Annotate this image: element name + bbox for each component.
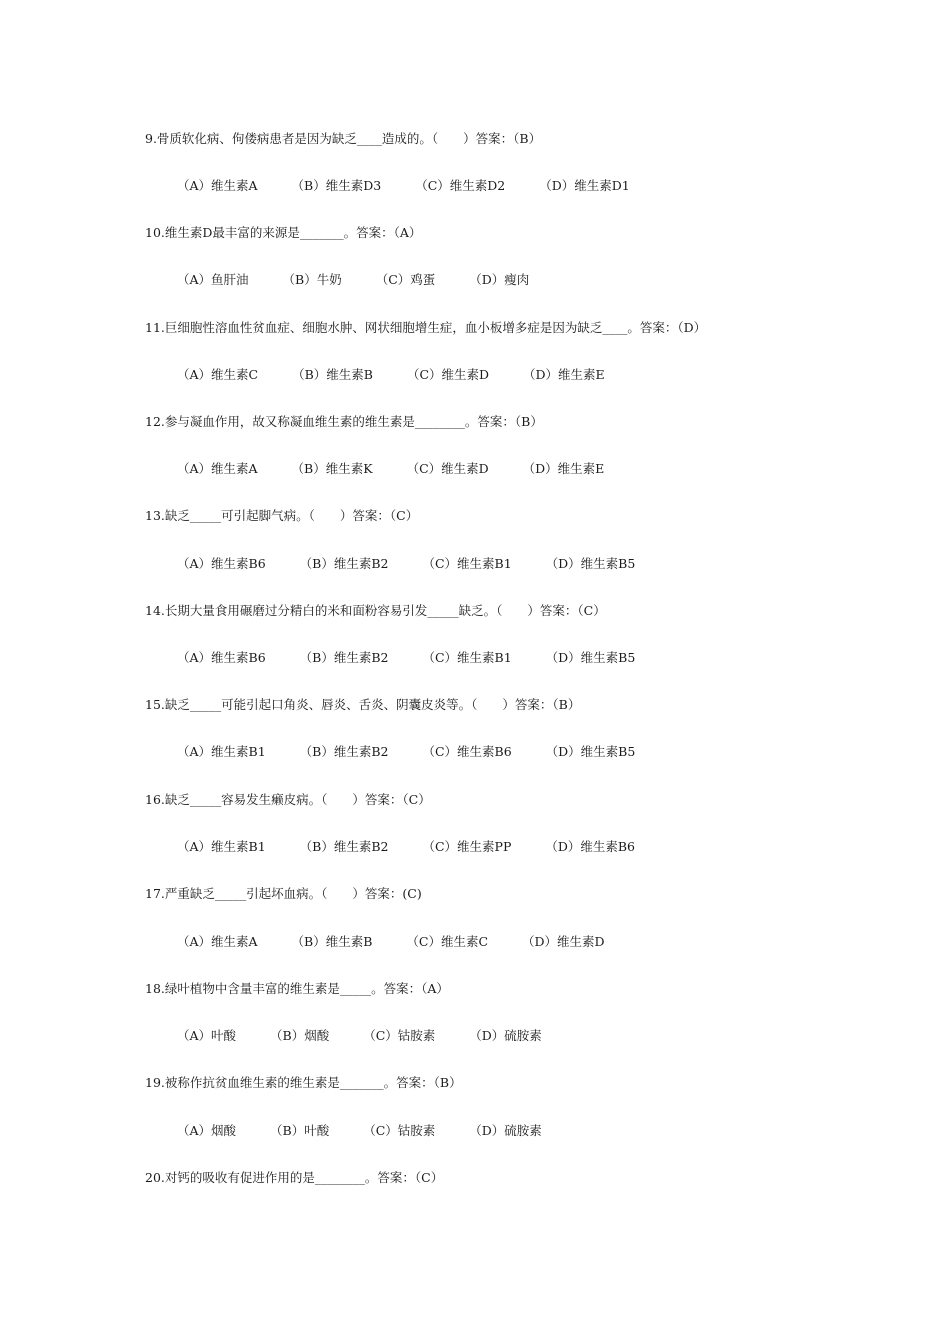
question-19: 19.被称作抗贫血维生素的维生素是_______。答案：（B）: [145, 1075, 462, 1090]
option-c: （C）维生素C: [406, 934, 489, 949]
option-d: （D）维生素D: [522, 934, 605, 949]
option-a: （A）维生素B6: [177, 650, 266, 665]
option-d: （D）维生素E: [522, 461, 605, 476]
options-12: [177, 459, 634, 477]
options-18: [177, 1026, 572, 1044]
options-16: [177, 837, 665, 855]
option-c: （C）维生素B6: [422, 744, 512, 759]
option-c: （C）维生素B1: [422, 650, 512, 665]
option-d: （D）维生素E: [523, 367, 605, 382]
options-14: [177, 648, 665, 666]
option-a: （A）烟酸: [177, 1123, 237, 1138]
option-a: （A）鱼肝油: [177, 272, 249, 287]
option-b: （B）维生素B2: [299, 839, 389, 854]
option-c: （C）维生素D: [406, 367, 490, 382]
options-15: [177, 742, 665, 760]
option-c: （C）钴胺素: [363, 1123, 436, 1138]
option-d: （D）维生素B6: [545, 839, 636, 854]
option-a: （A）维生素B1: [177, 744, 266, 759]
options-10: [177, 270, 559, 288]
option-b: （B）维生素D3: [291, 178, 382, 193]
option-b: （B）牛奶: [282, 272, 342, 287]
question-18: 18.绿叶植物中含量丰富的维生素是_____。答案：（A）: [145, 981, 449, 996]
option-c: （C）维生素D2: [415, 178, 506, 193]
option-c: （C）维生素D: [406, 461, 489, 476]
option-d: （D）维生素B5: [545, 744, 636, 759]
option-d: （D）维生素B5: [545, 650, 636, 665]
options-11: [177, 365, 635, 383]
option-a: （A）维生素A: [177, 461, 258, 476]
option-d: （D）瘦肉: [469, 272, 530, 287]
question-10: 10.维生素D最丰富的来源是_______。答案：（A）: [145, 225, 422, 240]
options-17: [177, 932, 635, 950]
option-a: （A）叶酸: [177, 1028, 237, 1043]
option-b: （B）维生素K: [291, 461, 373, 476]
option-b: （B）维生素B2: [299, 744, 389, 759]
option-b: （B）维生素B2: [299, 650, 389, 665]
question-11: 11.巨细胞性溶血性贫血症、细胞水肿、网状细胞增生症，血小板增多症是因为缺乏____。答案：（D）: [145, 320, 707, 335]
option-d: （D）硫胺素: [469, 1123, 542, 1138]
option-c: （C）鸡蛋: [375, 272, 436, 287]
question-15: 15.缺乏_____可能引起口角炎、唇炎、舌炎、阴囊皮炎等。（ ）答案：（B）: [145, 697, 581, 712]
option-b: （B）叶酸: [270, 1123, 330, 1138]
option-d: （D）维生素B5: [545, 556, 636, 571]
option-c: （C）钴胺素: [363, 1028, 436, 1043]
question-20: 20.对钙的吸收有促进作用的是________。答案：（C）: [145, 1170, 444, 1185]
question-17: 17.严重缺乏_____引起坏血病。（ ）答案：(C): [145, 886, 422, 901]
question-14: 14.长期大量食用碾磨过分精白的米和面粉容易引发_____缺乏。（ ）答案：（C）: [145, 603, 606, 618]
option-b: （B）维生素B: [291, 934, 373, 949]
option-b: （B）维生素B: [292, 367, 373, 382]
question-12: 12.参与凝血作用，故又称凝血维生素的维生素是________。答案：（B）: [145, 414, 543, 429]
option-d: （D）维生素D1: [539, 178, 630, 193]
option-a: （A）维生素A: [177, 178, 258, 193]
option-b: （B）烟酸: [270, 1028, 330, 1043]
option-a: （A）维生素B6: [177, 556, 266, 571]
options-9: [177, 176, 660, 194]
question-16: 16.缺乏_____容易发生癞皮病。（ ）答案：（C）: [145, 792, 431, 807]
option-c: （C）维生素B1: [422, 556, 512, 571]
question-13: 13.缺乏_____可引起脚气病。（ ）答案：（C）: [145, 508, 419, 523]
question-9: 9.骨质软化病、佝偻病患者是因为缺乏____造成的。（ ）答案：（B）: [145, 131, 542, 146]
option-b: （B）维生素B2: [299, 556, 389, 571]
option-c: （C）维生素PP: [422, 839, 512, 854]
option-a: （A）维生素A: [177, 934, 258, 949]
options-19: [177, 1121, 572, 1139]
option-d: （D）硫胺素: [469, 1028, 542, 1043]
options-13: [177, 554, 665, 572]
option-a: （A）维生素C: [177, 367, 259, 382]
option-a: （A）维生素B1: [177, 839, 266, 854]
